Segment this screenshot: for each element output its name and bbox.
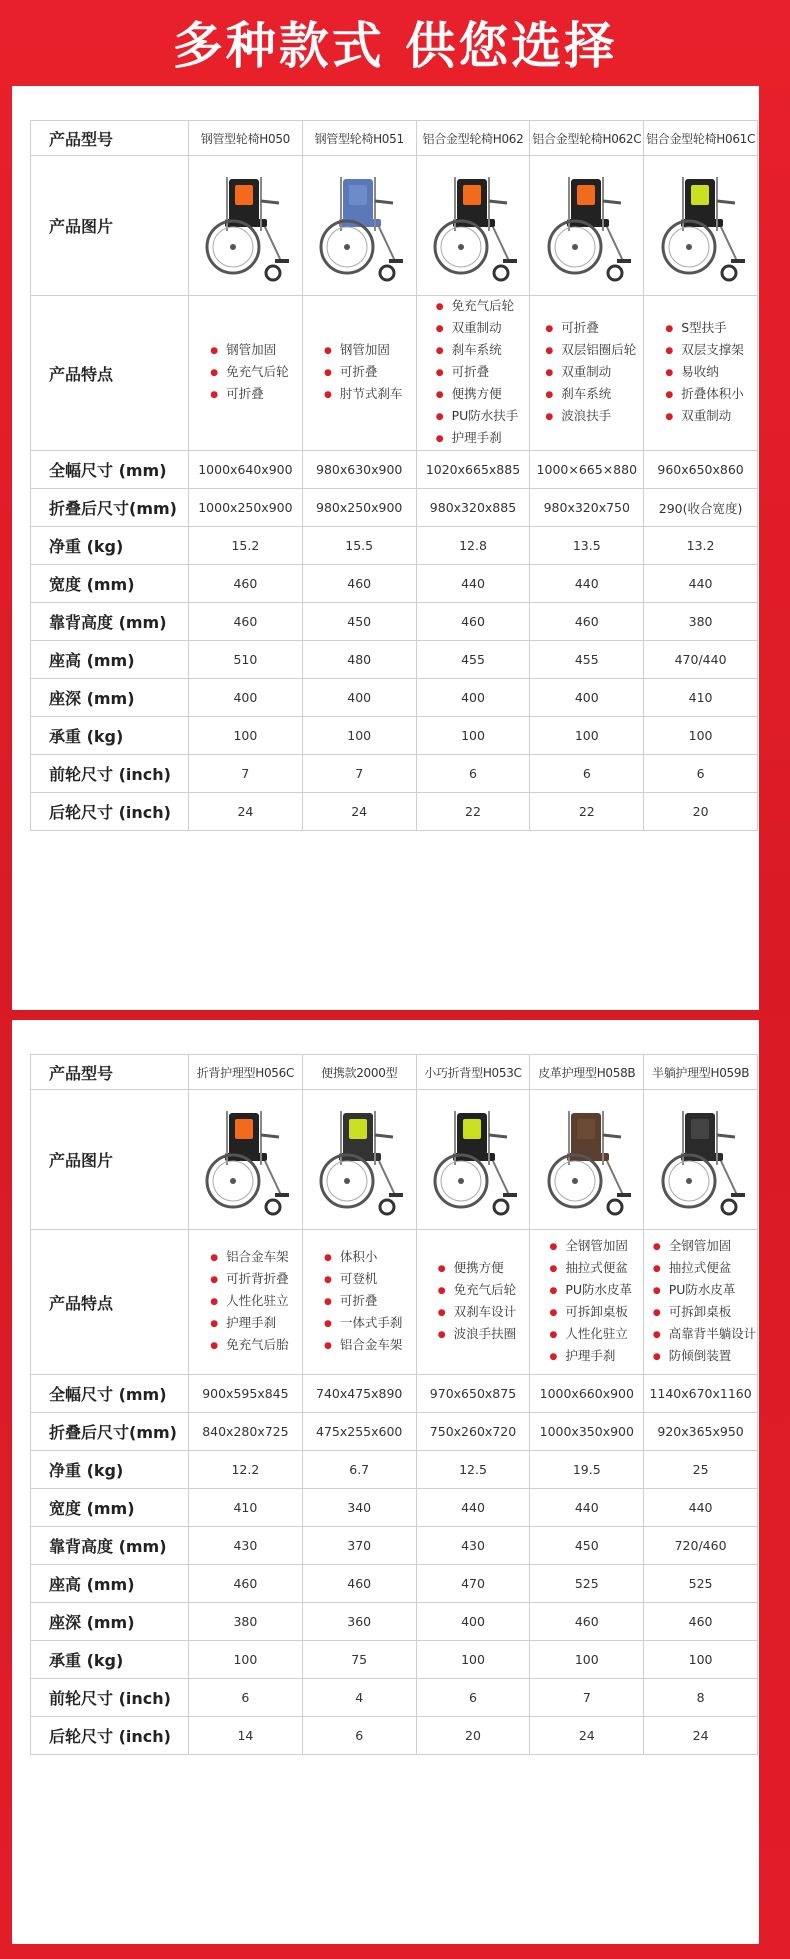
row-model — [31, 1055, 758, 1090]
feature-item: ● 刹车系统 — [545, 384, 636, 406]
row-net-weight — [31, 527, 758, 565]
row-rear-wheel — [31, 793, 758, 831]
cell-seat-depth: 400 — [530, 679, 644, 717]
cell-model: 铝合金型轮椅H061C — [644, 121, 758, 156]
feature-item: ● PU防水皮革 — [653, 1280, 756, 1302]
feature-item: ● 可登机 — [324, 1269, 402, 1291]
feature-list — [542, 1236, 633, 1368]
cell-seat-height: 470/440 — [644, 641, 758, 679]
cell-back-height: 720/460 — [644, 1527, 758, 1565]
cell-back-height: 430 — [189, 1527, 303, 1565]
cell-load: 100 — [416, 717, 530, 755]
row-label: 净重 (kg) — [31, 527, 189, 565]
cell-folded-size: 920x365x950 — [644, 1413, 758, 1451]
row-label: 全幅尺寸 (mm) — [31, 451, 189, 489]
cell-model: 铝合金型轮椅H062 — [416, 121, 530, 156]
cell-folded-size: 1000x350x900 — [530, 1413, 644, 1451]
cell-net-weight: 15.5 — [302, 527, 416, 565]
cell-seat-depth: 400 — [189, 679, 303, 717]
cell-width: 460 — [189, 565, 303, 603]
cell-load: 100 — [644, 1641, 758, 1679]
feature-item: ● 钢管加固 — [210, 340, 288, 362]
row-label: 前轮尺寸 (inch) — [31, 755, 189, 793]
cell-full-size: 1140x670x1160 — [644, 1375, 758, 1413]
feature-item: ● 体积小 — [324, 1247, 402, 1269]
feature-item: ● 防倾倒装置 — [653, 1346, 756, 1368]
product-image-cell — [644, 1090, 758, 1230]
row-label: 产品特点 — [31, 296, 189, 451]
cell-width: 440 — [644, 1489, 758, 1527]
cell-seat-height: 525 — [644, 1565, 758, 1603]
cell-load: 75 — [302, 1641, 416, 1679]
cell-model: 便携款2000型 — [302, 1055, 416, 1090]
cell-back-height: 380 — [644, 603, 758, 641]
product-image-cell — [416, 156, 530, 296]
cell-seat-height: 525 — [530, 1565, 644, 1603]
cell-seat-depth: 460 — [644, 1603, 758, 1641]
feature-item: ● 刹车系统 — [436, 340, 519, 362]
cell-front-wheel: 6 — [416, 755, 530, 793]
feature-item: ● 免充气后轮 — [436, 296, 519, 318]
row-label: 后轮尺寸 (inch) — [31, 1717, 189, 1755]
cell-folded-size: 750x260x720 — [416, 1413, 530, 1451]
cell-seat-depth: 460 — [530, 1603, 644, 1641]
wheelchair-brown-leather-icon — [530, 1095, 643, 1225]
feature-item: ● 双重制动 — [545, 362, 636, 384]
cell-width: 340 — [302, 1489, 416, 1527]
cell-net-weight: 12.5 — [416, 1451, 530, 1489]
wheelchair-portable-icon — [303, 1095, 416, 1225]
feature-item: ● 可拆卸桌板 — [550, 1302, 633, 1324]
cell-folded-size: 290(收合宽度) — [644, 489, 758, 527]
row-label: 净重 (kg) — [31, 1451, 189, 1489]
cell-seat-depth: 410 — [644, 679, 758, 717]
feature-item: ● 免充气后胎 — [210, 1335, 288, 1357]
cell-front-wheel: 7 — [189, 755, 303, 793]
row-back-height — [31, 603, 758, 641]
feature-list — [430, 1258, 516, 1346]
feature-item: ● 钢管加固 — [324, 340, 402, 362]
product-image-cell — [189, 1090, 303, 1230]
cell-seat-depth: 360 — [302, 1603, 416, 1641]
feature-item: ● 免充气后轮 — [210, 362, 288, 384]
product-features-cell — [416, 296, 530, 451]
feature-item: ● 便携方便 — [438, 1258, 516, 1280]
cell-seat-depth: 380 — [189, 1603, 303, 1641]
cell-model: 钢管型轮椅H050 — [189, 121, 303, 156]
row-width — [31, 565, 758, 603]
cell-model: 皮革护理型H058B — [530, 1055, 644, 1090]
wheelchair-reclining-icon — [644, 1095, 757, 1225]
feature-item: ● 折叠体积小 — [665, 384, 743, 406]
cell-load: 100 — [189, 1641, 303, 1679]
cell-net-weight: 15.2 — [189, 527, 303, 565]
product-image-cell — [530, 1090, 644, 1230]
feature-item: ● 全钢管加固 — [550, 1236, 633, 1258]
product-features-cell — [189, 1230, 303, 1375]
cell-seat-height: 480 — [302, 641, 416, 679]
feature-item: ● 肘节式刹车 — [324, 384, 402, 406]
cell-folded-size: 980x250x900 — [302, 489, 416, 527]
row-load — [31, 717, 758, 755]
row-label: 靠背高度 (mm) — [31, 1527, 189, 1565]
feature-item: ● S型扶手 — [665, 318, 743, 340]
row-seat-depth — [31, 679, 758, 717]
cell-width: 440 — [530, 1489, 644, 1527]
cell-full-size: 980x630x900 — [302, 451, 416, 489]
cell-net-weight: 13.5 — [530, 527, 644, 565]
product-image-cell — [644, 156, 758, 296]
feature-item: ● 波浪扶手 — [545, 406, 636, 428]
feature-list — [645, 1236, 756, 1368]
feature-item: ● 人性化驻立 — [210, 1291, 288, 1313]
row-label: 产品型号 — [31, 121, 189, 156]
cell-folded-size: 1000x250x900 — [189, 489, 303, 527]
cell-seat-height: 510 — [189, 641, 303, 679]
row-features — [31, 296, 758, 451]
row-back-height — [31, 1527, 758, 1565]
cell-front-wheel: 7 — [302, 755, 416, 793]
cell-rear-wheel: 20 — [644, 793, 758, 831]
cell-rear-wheel: 24 — [189, 793, 303, 831]
cell-front-wheel: 8 — [644, 1679, 758, 1717]
cell-net-weight: 12.2 — [189, 1451, 303, 1489]
cell-full-size: 1000x660x900 — [530, 1375, 644, 1413]
cell-rear-wheel: 14 — [189, 1717, 303, 1755]
cell-load: 100 — [302, 717, 416, 755]
cell-load: 100 — [530, 717, 644, 755]
feature-item: ● 护理手刹 — [550, 1346, 633, 1368]
cell-front-wheel: 6 — [189, 1679, 303, 1717]
row-folded-size — [31, 489, 758, 527]
cell-seat-depth: 400 — [416, 679, 530, 717]
feature-item: ● 可折叠 — [210, 384, 288, 406]
feature-item: ● 人性化驻立 — [550, 1324, 633, 1346]
cell-folded-size: 840x280x725 — [189, 1413, 303, 1451]
cell-full-size: 1020x665x885 — [416, 451, 530, 489]
feature-item: ● 可折背折叠 — [210, 1269, 288, 1291]
cell-net-weight: 12.8 — [416, 527, 530, 565]
cell-width: 460 — [302, 565, 416, 603]
cell-width: 440 — [644, 565, 758, 603]
cell-seat-depth: 400 — [302, 679, 416, 717]
feature-item: ● 双刹车设计 — [438, 1302, 516, 1324]
row-rear-wheel — [31, 1717, 758, 1755]
feature-item: ● PU防水扶手 — [436, 406, 519, 428]
row-label: 全幅尺寸 (mm) — [31, 1375, 189, 1413]
cell-folded-size: 980x320x885 — [416, 489, 530, 527]
product-image-cell — [416, 1090, 530, 1230]
row-label: 座高 (mm) — [31, 1565, 189, 1603]
row-label: 座高 (mm) — [31, 641, 189, 679]
cell-width: 440 — [530, 565, 644, 603]
feature-item: ● 双重制动 — [436, 318, 519, 340]
cell-back-height: 370 — [302, 1527, 416, 1565]
feature-item: ● 一体式手刹 — [324, 1313, 402, 1335]
feature-item: ● 抽拉式便盆 — [550, 1258, 633, 1280]
cell-rear-wheel: 24 — [302, 793, 416, 831]
product-image-cell — [302, 1090, 416, 1230]
row-net-weight — [31, 1451, 758, 1489]
feature-item: ● 可折叠 — [436, 362, 519, 384]
row-label: 后轮尺寸 (inch) — [31, 793, 189, 831]
row-label: 座深 (mm) — [31, 1603, 189, 1641]
cell-load: 100 — [189, 717, 303, 755]
cell-rear-wheel: 22 — [416, 793, 530, 831]
cell-full-size: 1000×665×880 — [530, 451, 644, 489]
cell-width: 440 — [416, 565, 530, 603]
cell-front-wheel: 6 — [416, 1679, 530, 1717]
product-features-cell — [530, 1230, 644, 1375]
row-label: 前轮尺寸 (inch) — [31, 1679, 189, 1717]
feature-item: ● 可折叠 — [545, 318, 636, 340]
product-features-cell — [530, 296, 644, 451]
wheelchair-orange-black-icon — [530, 161, 643, 291]
cell-back-height: 450 — [530, 1527, 644, 1565]
row-label: 靠背高度 (mm) — [31, 603, 189, 641]
cell-seat-height: 455 — [530, 641, 644, 679]
product-image-cell — [189, 156, 303, 296]
cell-front-wheel: 7 — [530, 1679, 644, 1717]
cell-seat-height: 470 — [416, 1565, 530, 1603]
cell-front-wheel: 6 — [530, 755, 644, 793]
row-label: 折叠后尺寸(mm) — [31, 489, 189, 527]
feature-item: ● 铝合金车架 — [210, 1247, 288, 1269]
cell-full-size: 970x650x875 — [416, 1375, 530, 1413]
feature-item: ● 护理手刹 — [436, 428, 519, 450]
feature-item: ● 免充气后轮 — [438, 1280, 516, 1302]
spec-table-1 — [30, 120, 758, 831]
spec-table-2 — [30, 1054, 758, 1755]
feature-item: ● PU防水皮革 — [550, 1280, 633, 1302]
row-seat-height — [31, 1565, 758, 1603]
cell-full-size: 900x595x845 — [189, 1375, 303, 1413]
cell-seat-depth: 400 — [416, 1603, 530, 1641]
feature-item: ● 全钢管加固 — [653, 1236, 756, 1258]
cell-rear-wheel: 20 — [416, 1717, 530, 1755]
row-front-wheel — [31, 1679, 758, 1717]
product-features-cell — [189, 296, 303, 451]
product-features-cell — [302, 296, 416, 451]
row-full-size — [31, 1375, 758, 1413]
row-label: 折叠后尺寸(mm) — [31, 1413, 189, 1451]
cell-net-weight: 25 — [644, 1451, 758, 1489]
spec-card-2 — [12, 1020, 759, 1944]
feature-list — [537, 318, 636, 428]
spec-card-1 — [12, 86, 759, 1010]
row-seat-depth — [31, 1603, 758, 1641]
cell-front-wheel: 6 — [644, 755, 758, 793]
cell-model: 铝合金型轮椅H062C — [530, 121, 644, 156]
row-full-size — [31, 451, 758, 489]
row-width — [31, 1489, 758, 1527]
row-label: 承重 (kg) — [31, 1641, 189, 1679]
cell-seat-height: 460 — [302, 1565, 416, 1603]
cell-seat-height: 460 — [189, 1565, 303, 1603]
feature-item: ● 便携方便 — [436, 384, 519, 406]
row-label: 宽度 (mm) — [31, 1489, 189, 1527]
cell-model: 半躺护理型H059B — [644, 1055, 758, 1090]
wheelchair-lime-icon — [417, 1095, 530, 1225]
cell-rear-wheel: 24 — [530, 1717, 644, 1755]
cell-load: 100 — [530, 1641, 644, 1679]
row-label: 产品图片 — [31, 156, 189, 296]
cell-rear-wheel: 22 — [530, 793, 644, 831]
feature-item: ● 高靠背半躺设计 — [653, 1324, 756, 1346]
row-folded-size — [31, 1413, 758, 1451]
banner-title: 多种款式 供您选择 — [172, 17, 618, 75]
cell-full-size: 1000x640x900 — [189, 451, 303, 489]
row-label: 产品特点 — [31, 1230, 189, 1375]
cell-folded-size: 980x320x750 — [530, 489, 644, 527]
banner — [0, 0, 790, 84]
row-label: 宽度 (mm) — [31, 565, 189, 603]
row-label: 产品型号 — [31, 1055, 189, 1090]
row-load — [31, 1641, 758, 1679]
cell-net-weight: 6.7 — [302, 1451, 416, 1489]
cell-width: 440 — [416, 1489, 530, 1527]
cell-rear-wheel: 24 — [644, 1717, 758, 1755]
feature-item: ● 易收纳 — [665, 362, 743, 384]
row-seat-height — [31, 641, 758, 679]
product-features-cell — [644, 1230, 758, 1375]
row-label: 座深 (mm) — [31, 679, 189, 717]
row-image — [31, 1090, 758, 1230]
cell-model: 钢管型轮椅H051 — [302, 121, 416, 156]
row-label: 产品图片 — [31, 1090, 189, 1230]
row-image — [31, 156, 758, 296]
wheelchair-orange-black-icon — [189, 161, 302, 291]
cell-front-wheel: 4 — [302, 1679, 416, 1717]
cell-model: 折背护理型H056C — [189, 1055, 303, 1090]
feature-list — [657, 318, 743, 428]
row-front-wheel — [31, 755, 758, 793]
feature-item: ● 双层铝圈后轮 — [545, 340, 636, 362]
cell-back-height: 460 — [189, 603, 303, 641]
cell-back-height: 430 — [416, 1527, 530, 1565]
wheelchair-lime-icon — [644, 161, 757, 291]
feature-list — [428, 296, 519, 450]
wheelchair-orange-black-icon — [417, 161, 530, 291]
feature-item: ● 可折叠 — [324, 362, 402, 384]
feature-list — [202, 340, 288, 406]
row-label: 承重 (kg) — [31, 717, 189, 755]
feature-list — [316, 340, 402, 406]
feature-list — [316, 1247, 402, 1357]
feature-item: ● 铝合金车架 — [324, 1335, 402, 1357]
cell-width: 410 — [189, 1489, 303, 1527]
cell-model: 小巧折背型H053C — [416, 1055, 530, 1090]
product-image-cell — [530, 156, 644, 296]
feature-list — [202, 1247, 288, 1357]
cell-load: 100 — [644, 717, 758, 755]
cell-load: 100 — [416, 1641, 530, 1679]
feature-item: ● 抽拉式便盆 — [653, 1258, 756, 1280]
cell-full-size: 960x650x860 — [644, 451, 758, 489]
product-features-cell — [644, 296, 758, 451]
cell-seat-height: 455 — [416, 641, 530, 679]
product-image-cell — [302, 156, 416, 296]
cell-back-height: 450 — [302, 603, 416, 641]
feature-item: ● 可折叠 — [324, 1291, 402, 1313]
cell-rear-wheel: 6 — [302, 1717, 416, 1755]
feature-item: ● 双重制动 — [665, 406, 743, 428]
wheelchair-blue-icon — [303, 161, 416, 291]
product-features-cell — [302, 1230, 416, 1375]
cell-back-height: 460 — [530, 603, 644, 641]
feature-item: ● 护理手刹 — [210, 1313, 288, 1335]
cell-net-weight: 19.5 — [530, 1451, 644, 1489]
row-features — [31, 1230, 758, 1375]
cell-full-size: 740x475x890 — [302, 1375, 416, 1413]
product-features-cell — [416, 1230, 530, 1375]
wheelchair-orange-black-icon — [189, 1095, 302, 1225]
row-model — [31, 121, 758, 156]
cell-back-height: 460 — [416, 603, 530, 641]
feature-item: ● 双层支撑架 — [665, 340, 743, 362]
feature-item: ● 波浪手扶圈 — [438, 1324, 516, 1346]
feature-item: ● 可拆卸桌板 — [653, 1302, 756, 1324]
cell-folded-size: 475x255x600 — [302, 1413, 416, 1451]
cell-net-weight: 13.2 — [644, 527, 758, 565]
